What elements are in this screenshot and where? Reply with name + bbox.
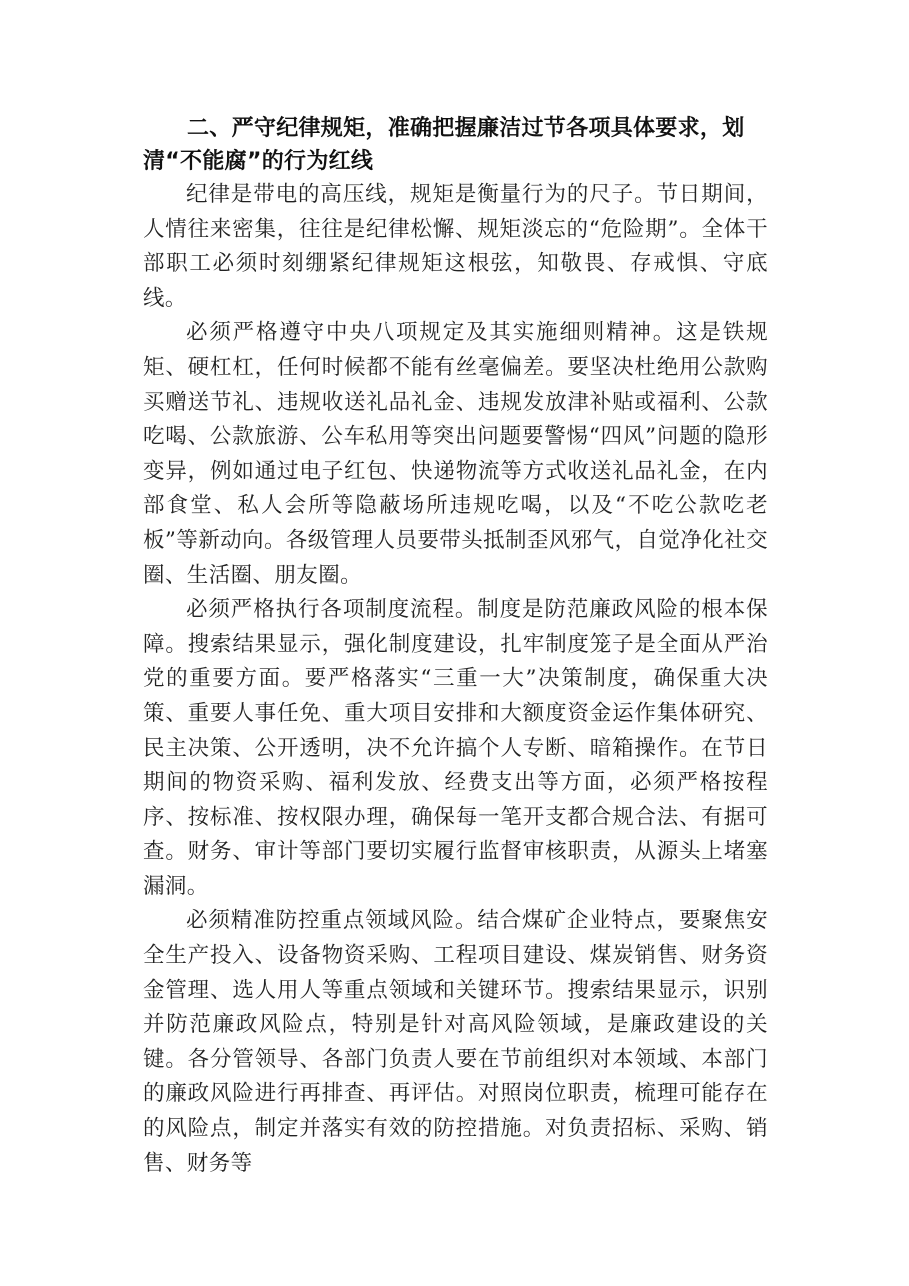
paragraph-risk-control: 必须精准防控重点领域风险。结合煤矿企业特点，要聚焦安全生产投入、设备物资采购、工程项目建设、煤炭销售、财务资金管理、选人用人等重点领域和关键环节。搜索结果显示，识别并防范廉政风险点，特别是针对高风险领域，是廉政建设的关键。各分管领导、各部门负责人要在节前组织对本领域、本部门的廉政风险进行再排查、再评估。对照岗位职责，梳理可能存在的风险点，制定并落实有效的防控措施。对负责招标、采购、销售、财务等 <box>143 908 768 1176</box>
paragraph-system-procedures: 必须严格执行各项制度流程。制度是防范廉政风险的根本保障。搜索结果显示，强化制度建设，扎牢制度笼子是全面从严治党的重要方面。要严格落实“三重一大”决策制度，确保重大决策、重要人事任免、重大项目安排和大额度资金运作集体研究、民主决策、公开透明，决不允许搞个人专断、暗箱操作。在节日期间的物资采购、福利发放、经费支出等方面，必须严格按程序、按标准、按权限办理，确保每一笔开支都合规合法、有据可查。财务、审计等部门要切实履行监督审核职责，从源头上堵塞漏洞。 <box>143 597 768 899</box>
paragraph-discipline-intro: 纪律是带电的高压线，规矩是衡量行为的尺子。节日期间，人情往来密集，往往是纪律松懈、规矩淡忘的“危险期”。全体干部职工必须时刻绷紧纪律规矩这根弦，知敬畏、存戒惧、守底线。 <box>143 182 768 311</box>
section-heading: 二、严守纪律规矩，准确把握廉洁过节各项具体要求，划清“不能腐”的行为红线 <box>143 116 745 174</box>
document-body <box>143 112 768 1181</box>
paragraph-eight-rules: 必须严格遵守中央八项规定及其实施细则精神。这是铁规矩、硬杠杠，任何时候都不能有丝毫偏差。要坚决杜绝用公款购买赠送节礼、违规收送礼品礼金、违规发放津补贴或福利、公款吃喝、公款旅游、公车私用等突出问题要警惕“四风”问题的隐形变异，例如通过电子红包、快递物流等方式收送礼品礼金，在内部食堂、私人会所等隐蔽场所违规吃喝，以及“不吃公款吃老板”等新动向。各级管理人员要带头抵制歪风邪气，自觉净化社交圈、生活圈、朋友圈。 <box>143 320 768 588</box>
